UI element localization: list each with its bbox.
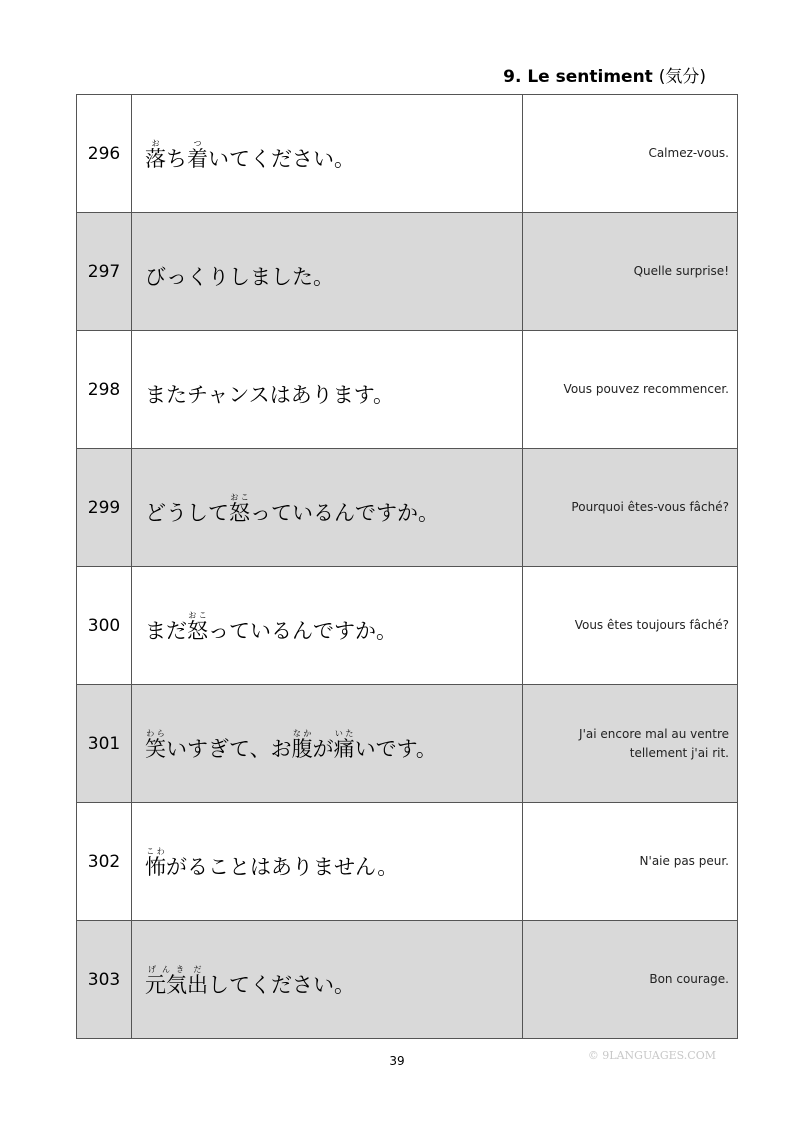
phrase-number: 303	[77, 921, 132, 1039]
page-number: 39	[389, 1054, 405, 1068]
furigana-word	[187, 964, 208, 997]
japanese-text	[145, 843, 398, 881]
kana-text: まだ	[145, 618, 187, 643]
french-translation: Vous êtes toujours fâché?	[523, 567, 738, 685]
japanese-phrase	[132, 213, 523, 331]
phrase-row	[77, 921, 738, 1039]
japanese-phrase	[132, 331, 523, 449]
furigana-word	[333, 728, 355, 761]
phrase-table-body	[77, 95, 738, 1039]
french-translation: Vous pouvez recommencer.	[523, 331, 738, 449]
furigana: だ	[187, 964, 208, 974]
phrase-row	[77, 449, 738, 567]
phrase-number: 297	[77, 213, 132, 331]
phrase-number: 300	[77, 567, 132, 685]
furigana: お	[145, 138, 166, 148]
kanji: 怒	[187, 618, 208, 643]
translation-line: tellement j'ai rit.	[629, 745, 729, 760]
copyright-watermark: © 9LANGUAGES.COM	[587, 1049, 716, 1062]
phrase-row	[77, 213, 738, 331]
french-translation	[523, 685, 738, 803]
section-title-fr: 9. Le sentiment	[503, 67, 653, 87]
kanji: 元気	[145, 972, 187, 997]
french-translation: N'aie pas peur.	[523, 803, 738, 921]
japanese-phrase	[132, 921, 523, 1039]
furigana: なか	[291, 728, 313, 738]
furigana: わら	[145, 728, 166, 738]
kana-text: いてください。	[208, 146, 355, 171]
japanese-phrase	[132, 685, 523, 803]
furigana-word	[187, 138, 208, 171]
kana-text: びっくりしました。	[145, 264, 334, 289]
kana-text: ち	[166, 146, 187, 171]
kanji: 腹	[291, 736, 313, 761]
french-translation: Quelle surprise!	[523, 213, 738, 331]
furigana-word	[145, 138, 166, 171]
kana-text: いすぎて、お	[166, 736, 292, 761]
japanese-text	[145, 607, 397, 645]
japanese-phrase	[132, 567, 523, 685]
phrase-row	[77, 685, 738, 803]
kana-text: がることはありません。	[166, 854, 399, 879]
kana-text: っているんですか。	[208, 618, 397, 643]
kana-text: いです。	[354, 736, 437, 761]
kanji: 怖	[145, 854, 166, 879]
kanji: 痛	[333, 736, 355, 761]
phrase-row	[77, 803, 738, 921]
kanji: 怒	[229, 500, 250, 525]
furigana-word	[145, 846, 166, 879]
furigana: おこ	[187, 610, 208, 620]
phrase-number: 299	[77, 449, 132, 567]
kanji: 出	[187, 972, 208, 997]
kana-text: してください。	[208, 972, 355, 997]
section-title	[503, 62, 706, 87]
phrase-table	[76, 94, 738, 1039]
kanji: 落	[145, 146, 166, 171]
phrase-row	[77, 567, 738, 685]
japanese-text	[145, 489, 439, 527]
japanese-text	[145, 371, 394, 409]
translation-line: J'ai encore mal au ventre	[579, 726, 729, 741]
furigana: げんき	[145, 964, 187, 974]
kana-text: またチャンスはあります。	[145, 382, 395, 407]
phrase-number: 296	[77, 95, 132, 213]
phrase-number: 298	[77, 331, 132, 449]
japanese-text	[145, 253, 334, 291]
furigana-word	[145, 964, 187, 997]
furigana: いた	[333, 728, 355, 738]
french-translation: Pourquoi êtes-vous fâché?	[523, 449, 738, 567]
french-translation: Bon courage.	[523, 921, 738, 1039]
japanese-phrase	[132, 803, 523, 921]
kanji: 笑	[145, 736, 166, 761]
furigana-word	[187, 610, 208, 643]
japanese-text	[145, 961, 355, 999]
japanese-text	[145, 725, 437, 763]
french-translation: Calmez-vous.	[523, 95, 738, 213]
kanji: 着	[187, 146, 208, 171]
phrase-number: 302	[77, 803, 132, 921]
kana-text: っているんですか。	[250, 500, 439, 525]
furigana: おこ	[229, 492, 250, 502]
furigana-word	[145, 728, 166, 761]
japanese-phrase	[132, 95, 523, 213]
furigana: つ	[187, 138, 208, 148]
furigana: こわ	[145, 846, 166, 856]
furigana-word	[229, 492, 250, 525]
furigana-word	[291, 728, 313, 761]
phrase-row	[77, 331, 738, 449]
japanese-phrase	[132, 449, 523, 567]
kana-text: が	[312, 736, 334, 761]
japanese-text	[145, 135, 355, 173]
section-title-jp: (気分)	[658, 67, 706, 87]
phrase-number: 301	[77, 685, 132, 803]
phrase-row	[77, 95, 738, 213]
kana-text: どうして	[145, 500, 229, 525]
